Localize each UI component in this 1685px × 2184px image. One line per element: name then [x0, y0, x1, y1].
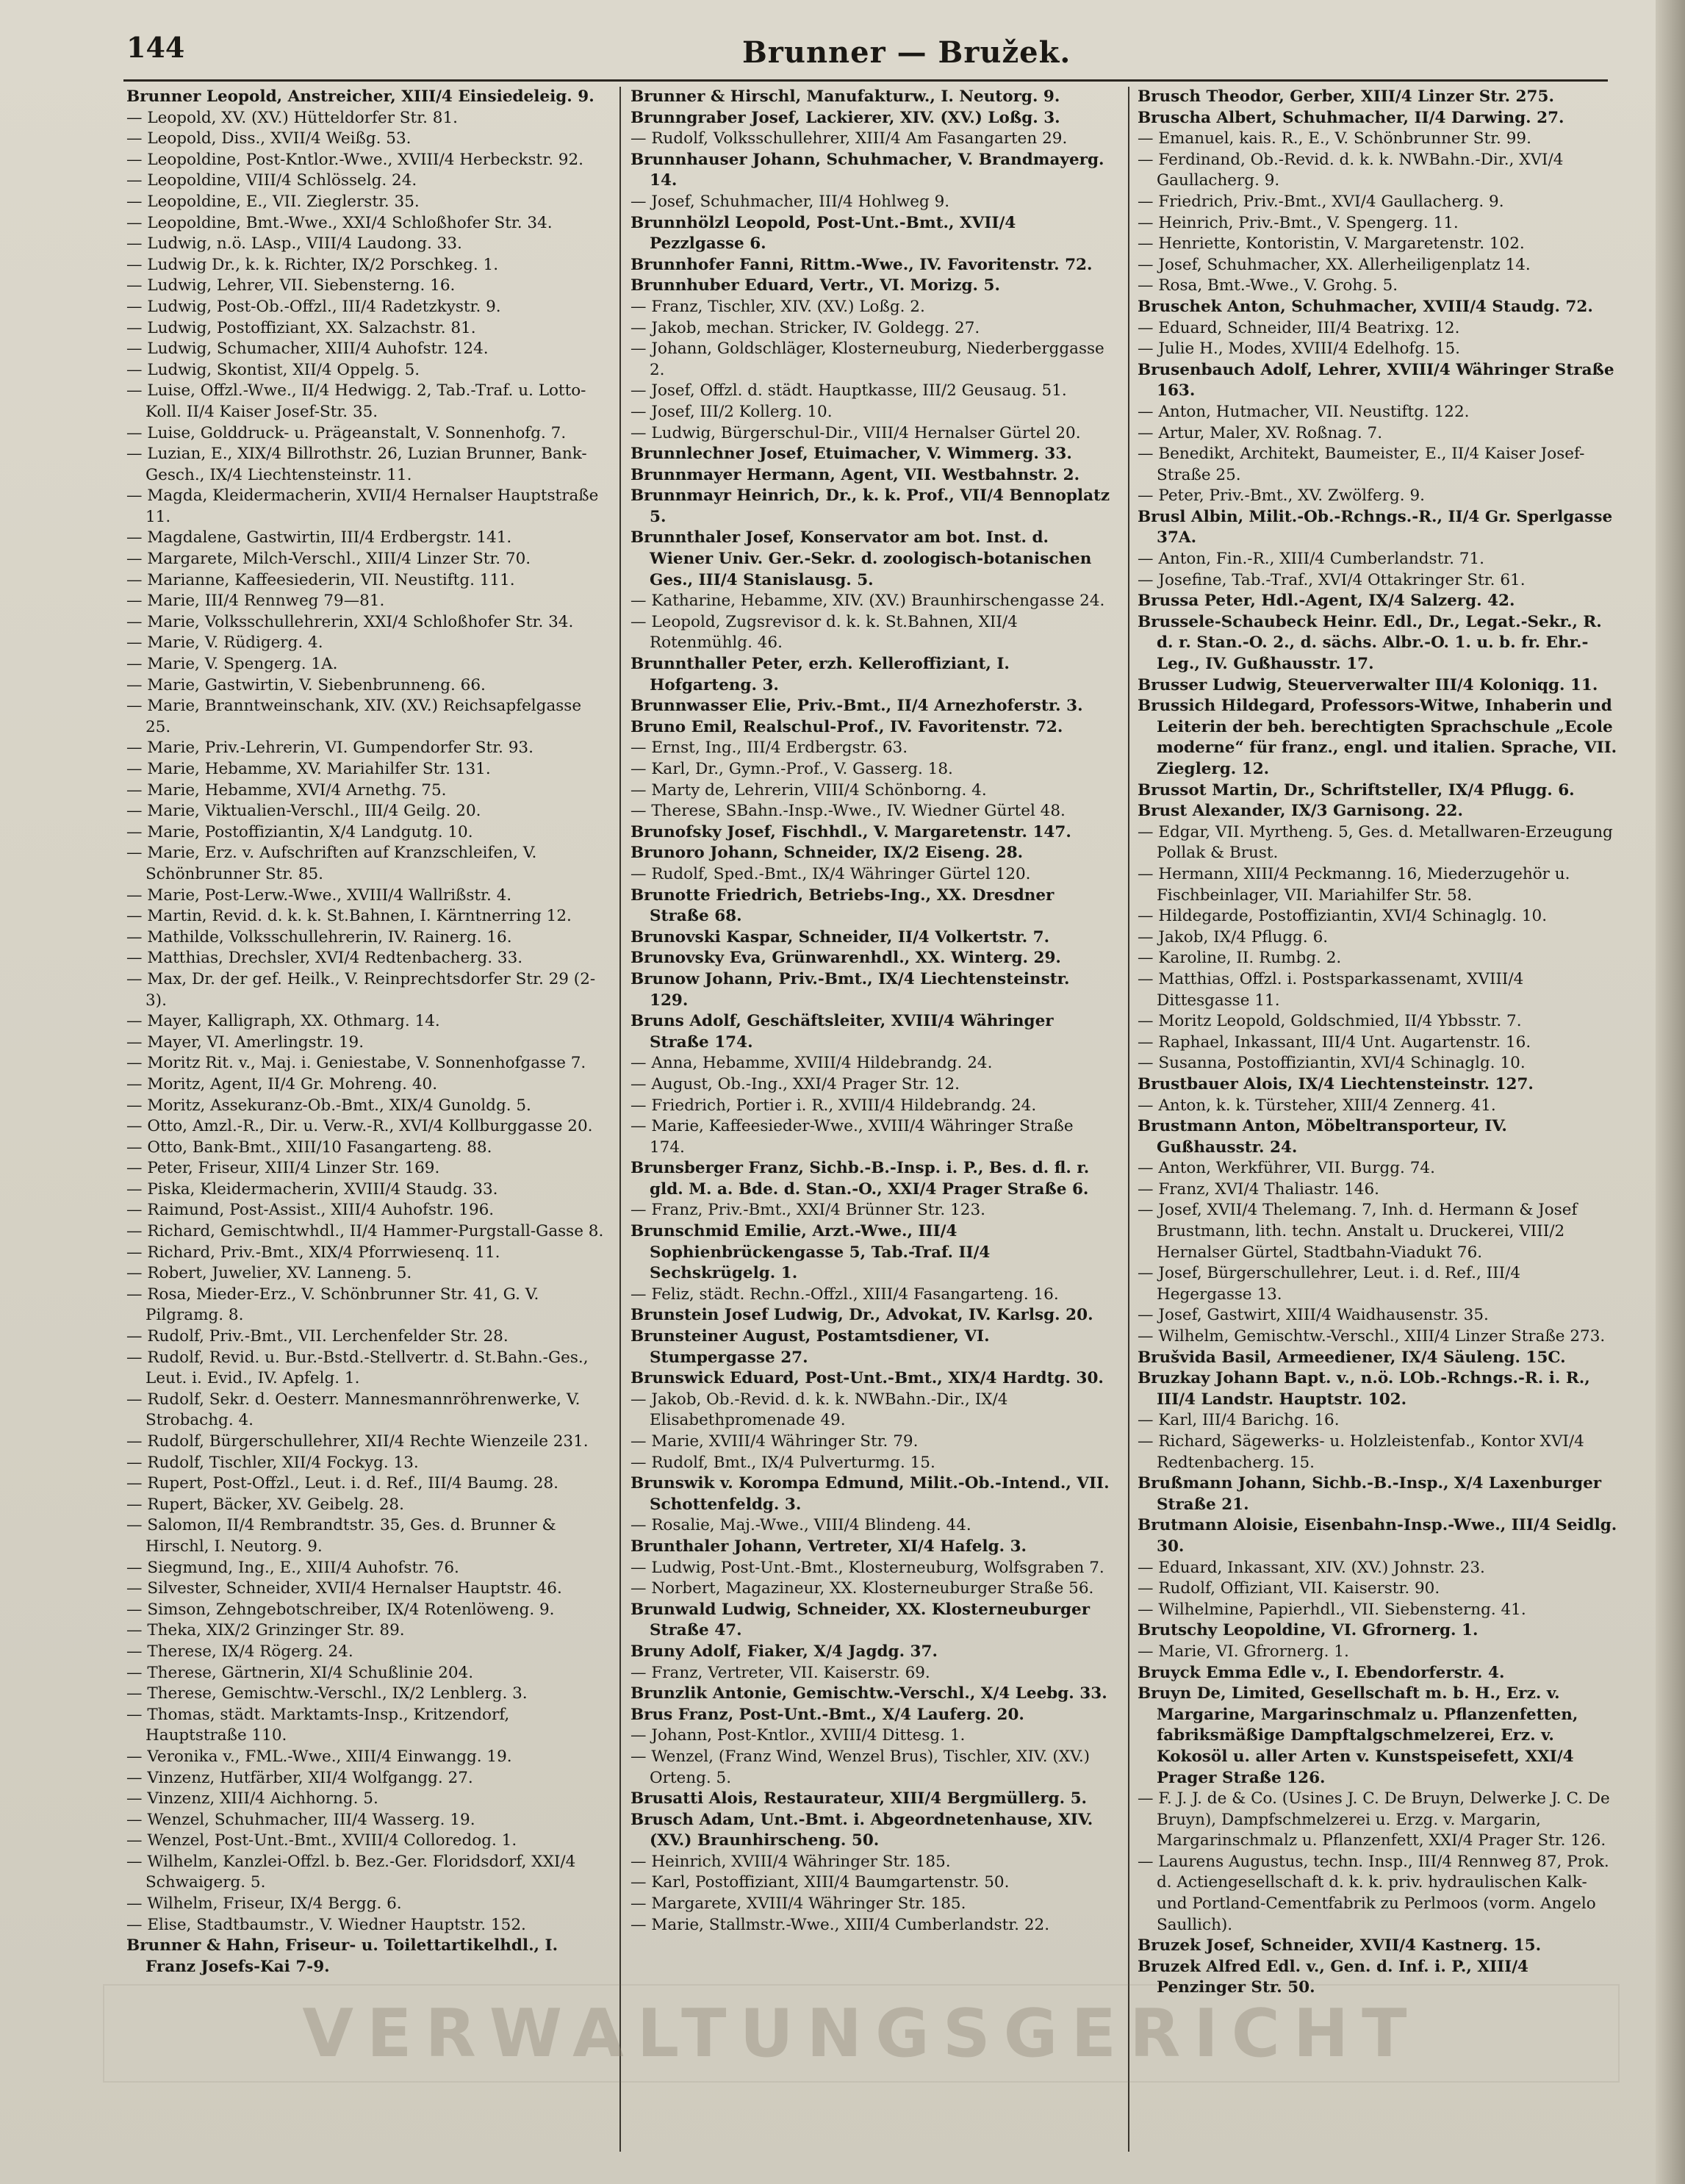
directory-entry: — Luise, Offzl.-Wwe., II/4 Hedwigg. 2, Tab.-Traf. u. Lotto-Koll. II/4 Kaiser Josef-Str. 35.: [126, 381, 586, 421]
directory-entry: Brunner & Hahn, Friseur- u. Toilettartikelhdl., I. Franz Josefs-Kai 7-9.: [126, 1936, 558, 1976]
directory-entry: — Mathilde, Volksschullehrerin, IV. Rainerg. 16.: [126, 927, 512, 946]
directory-entry: Bruns Adolf, Geschäftsleiter, XVIII/4 Währinger Straße 174.: [630, 1012, 1054, 1052]
directory-entry: — Rudolf, Bmt., IX/4 Pulverturmg. 15.: [630, 1453, 935, 1472]
directory-entry: Bruny Adolf, Fiaker, X/4 Jagdg. 37.: [630, 1642, 938, 1661]
directory-entry: Bruyn De, Limited, Gesellschaft m. b. H., Erz. v. Margarine, Margarinschmalz u. Pflanzenfetten, fabriksmäßige Dampftalgschmelzerei, Erz. v. Kokosöl u. aller Arten v. Kunstspeisefett, XXI/4 Prager Straße 126.: [1138, 1684, 1578, 1787]
directory-entry: — Edgar, VII. Myrtheng. 5, Ges. d. Metallwaren-Erzeugung Pollak & Brust.: [1138, 822, 1613, 863]
directory-entry: — Rudolf, Sped.-Bmt., IX/4 Währinger Gürtel 120.: [630, 864, 1031, 883]
directory-entry: — Anna, Hebamme, XVIII/4 Hildebrandg. 24.: [630, 1054, 993, 1073]
directory-entry: Bruzkay Johann Bapt. v., n.ö. LOb.-Rchngs.-R. i. R., III/4 Landstr. Hauptstr. 102.: [1138, 1369, 1590, 1409]
directory-entry: Brunnhuber Eduard, Vertr., VI. Morizg. 5.: [630, 276, 1000, 295]
directory-entry: — Josef, Bürgerschullehrer, Leut. i. d. Ref., III/4 Hegergasse 13.: [1138, 1264, 1521, 1304]
directory-entry: — Rosa, Mieder-Erz., V. Schönbrunner Str. 41, G. V. Pilgramg. 8.: [126, 1285, 539, 1325]
directory-entry: — Magda, Kleidermacherin, XVII/4 Hernalser Hauptstraße 11.: [126, 486, 599, 526]
directory-entry: — Otto, Bank-Bmt., XIII/10 Fasangarteng. 88.: [126, 1138, 492, 1157]
directory-entry: — Ludwig, Lehrer, VII. Siebensterng. 16.: [126, 276, 456, 295]
directory-entry: — Anton, k. k. Türsteher, XIII/4 Zennerg. 41.: [1138, 1096, 1496, 1115]
directory-entry: — Luise, Golddruck- u. Prägeanstalt, V. Sonnenhofg. 7.: [126, 423, 567, 442]
directory-entry: — Rudolf, Volksschullehrer, XIII/4 Am Fasangarten 29.: [630, 129, 1068, 148]
directory-entry: — Marie, VI. Gfrornerg. 1.: [1138, 1642, 1349, 1661]
directory-entry: Brutschy Leopoldine, VI. Gfrornerg. 1.: [1138, 1621, 1479, 1640]
directory-entry: — Heinrich, XVIII/4 Währinger Str. 185.: [630, 1852, 951, 1871]
directory-entry: — Marie, Priv.-Lehrerin, VI. Gumpendorfer Str. 93.: [126, 739, 533, 758]
directory-entry: Brunnthaler Josef, Konservator am bot. Inst. d. Wiener Univ. Ger.-Sekr. d. zoologisch-botanischen Ges., III/4 Stanislausg. 5.: [630, 528, 1092, 589]
directory-entry: — Rupert, Bäcker, XV. Geibelg. 28.: [126, 1495, 404, 1514]
directory-entry: Brunzlik Antonie, Gemischtw.-Verschl., X/4 Leebg. 33.: [630, 1684, 1107, 1703]
directory-entry: Brust Alexander, IX/3 Garnisong. 22.: [1138, 802, 1463, 821]
directory-entry: — Marie, Stallmstr.-Wwe., XIII/4 Cumberlandstr. 22.: [630, 1915, 1050, 1934]
directory-entry: — Rudolf, Sekr. d. Oesterr. Mannesmannröhrenwerke, V. Strobachg. 4.: [126, 1390, 581, 1430]
directory-entry: — Hildegarde, Postoffiziantin, XVI/4 Schinaglg. 10.: [1138, 907, 1548, 926]
directory-entry: — Marie, Volksschullehrerin, XXI/4 Schloßhofer Str. 34.: [126, 612, 574, 631]
directory-entry: — Emanuel, kais. R., E., V. Schönbrunner Str. 99.: [1138, 129, 1531, 148]
directory-entry: — Friedrich, Portier i. R., XVIII/4 Hildebrandg. 24.: [630, 1096, 1037, 1115]
directory-entry: Brusch Theodor, Gerber, XIII/4 Linzer Str. 275.: [1138, 87, 1554, 106]
directory-entry: — Veronika v., FML.-Wwe., XIII/4 Einwangg. 19.: [126, 1747, 512, 1766]
directory-entry: — Ernst, Ing., III/4 Erdbergstr. 63.: [630, 739, 908, 758]
directory-entry: Brunschmid Emilie, Arzt.-Wwe., III/4 Sophienbrückengasse 5, Tab.-Traf. II/4 Sechskrügelg. 1.: [630, 1222, 991, 1283]
page-number: 144: [126, 31, 185, 64]
directory-entry: — Mayer, Kalligraph, XX. Othmarg. 14.: [126, 1012, 440, 1031]
directory-entry: — Marie, Erz. v. Aufschriften auf Kranzschleifen, V. Schönbrunner Str. 85.: [126, 844, 537, 883]
directory-entry: — Rudolf, Revid. u. Bur.-Bstd.-Stellvertr. d. St.Bahn.-Ges., Leut. i. Evid., IV. Apfelg. 1.: [126, 1348, 589, 1388]
directory-entry: — Marie, III/4 Rennweg 79—81.: [126, 592, 385, 611]
directory-entry: — Wilhelm, Friseur, IX/4 Bergg. 6.: [126, 1894, 402, 1914]
library-stamp: VERWALTUNGSGERICHT: [103, 1984, 1620, 2083]
directory-entry: — Marie, Post-Lerw.-Wwe., XVIII/4 Wallrißstr. 4.: [126, 886, 512, 905]
directory-entry: — Vinzenz, Hutfärber, XII/4 Wolfgangg. 27.: [126, 1768, 473, 1787]
directory-entry: — Ludwig, n.ö. LAsp., VIII/4 Laudong. 33.: [126, 234, 462, 254]
directory-entry: — Friedrich, Priv.-Bmt., XVI/4 Gaullacherg. 9.: [1138, 192, 1504, 211]
directory-entry: — Mayer, VI. Amerlingstr. 19.: [126, 1032, 364, 1052]
directory-entry: — Salomon, II/4 Rembrandtstr. 35, Ges. d. Brunner & Hirschl, I. Neutorg. 9.: [126, 1516, 556, 1556]
column-separator: [1128, 87, 1129, 2152]
directory-entry: — Josefine, Tab.-Traf., XVI/4 Ottakringer Str. 61.: [1138, 570, 1526, 589]
directory-entry: — Ludwig, Post-Unt.-Bmt., Klosterneuburg, Wolfsgraben 7.: [630, 1558, 1104, 1577]
directory-entry: — Richard, Gemischtwhdl., II/4 Hammer-Purgstall-Gasse 8.: [126, 1222, 604, 1241]
directory-entry: — Anton, Werkführer, VII. Burgg. 74.: [1138, 1159, 1435, 1178]
directory-entry: — Matthias, Offzl. i. Postsparkassenamt, XVIII/4 Dittesgasse 11.: [1138, 969, 1524, 1010]
directory-entry: — Wenzel, Post-Unt.-Bmt., XVIII/4 Colloredog. 1.: [126, 1831, 517, 1850]
directory-entry: — Ludwig Dr., k. k. Richter, IX/2 Porschkeg. 1.: [126, 255, 499, 274]
directory-entry: — Marty de, Lehrerin, VIII/4 Schönborng. 4.: [630, 780, 987, 800]
directory-entry: Brunnhofer Fanni, Rittm.-Wwe., IV. Favoritenstr. 72.: [630, 255, 1093, 274]
directory-entry: — Julie H., Modes, XVIII/4 Edelhofg. 15.: [1138, 340, 1461, 359]
directory-entry: Brussich Hildegard, Professors-Witwe, Inhaberin und Leiterin der beh. berechtigten Sprachschule „Ecole moderne“ für franz., engl. und italien. Sprache, VII. Zieglerg. 12.: [1138, 697, 1617, 778]
directory-entry: — Rudolf, Priv.-Bmt., VII. Lerchenfelder Str. 28.: [126, 1327, 509, 1346]
directory-entry: — Josef, Schuhmacher, III/4 Hohlweg 9.: [630, 192, 950, 211]
directory-entry: — Margarete, Milch-Verschl., XIII/4 Linzer Str. 70.: [126, 550, 531, 569]
directory-entry: — Marie, Kaffeesieder-Wwe., XVIII/4 Währinger Straße 174.: [630, 1117, 1074, 1157]
directory-entry: Brunswick Eduard, Post-Unt.-Bmt., XIX/4 Hardtg. 30.: [630, 1369, 1104, 1388]
directory-entry: — Therese, Gärtnerin, XI/4 Schußlinie 204.: [126, 1663, 474, 1682]
directory-entry: — Raphael, Inkassant, III/4 Unt. Augartenstr. 16.: [1138, 1032, 1531, 1052]
column-1: [126, 87, 608, 2152]
directory-entry: — Hermann, XIII/4 Peckmanng. 16, Miederzugehör u. Fischbeinlager, VII. Mariahilfer Str. 58.: [1138, 864, 1570, 905]
directory-entry: — Karl, Dr., Gymn.-Prof., V. Gasserg. 18.: [630, 760, 953, 778]
directory-entry: — Marie, Postoffiziantin, X/4 Landgutg. 10.: [126, 822, 473, 841]
directory-entry: Brusser Ludwig, Steuerverwalter III/4 Koloniqg. 11.: [1138, 675, 1598, 694]
directory-entry: — Norbert, Magazineur, XX. Klosterneuburger Straße 56.: [630, 1579, 1094, 1598]
directory-entry: — Peter, Priv.-Bmt., XV. Zwölferg. 9.: [1138, 486, 1425, 506]
directory-entry: — Marie, V. Spengerg. 1A.: [126, 655, 338, 674]
directory-entry: — Leopold, Zugsrevisor d. k. k. St.Bahnen, XII/4 Rotenmühlg. 46.: [630, 612, 1018, 653]
directory-entry: — August, Ob.-Ing., XXI/4 Prager Str. 12.: [630, 1074, 960, 1093]
directory-entry: — Jakob, Ob.-Revid. d. k. k. NWBahn.-Dir., IX/4 Elisabethpromenade 49.: [630, 1390, 1008, 1430]
directory-entry: Brunner & Hirschl, Manufakturw., I. Neutorg. 9.: [630, 87, 1060, 106]
directory-entry: — Jakob, IX/4 Pflugg. 6.: [1138, 927, 1329, 946]
directory-entry: — Richard, Sägewerks- u. Holzleistenfab., Kontor XVI/4 Redtenbacherg. 15.: [1138, 1432, 1584, 1472]
directory-entry: Brunsberger Franz, Sichb.-B.-Insp. i. P., Bes. d. fl. r. gld. M. a. Bde. d. Stan.-O., XXI/4 Prager Straße 6.: [630, 1159, 1090, 1199]
directory-entry: — Karl, Postoffiziant, XIII/4 Baumgartenstr. 50.: [630, 1873, 1010, 1892]
directory-entry: — Therese, SBahn.-Insp.-Wwe., IV. Wiedner Gürtel 48.: [630, 802, 1066, 821]
header-rule: [123, 79, 1608, 82]
directory-entry: — Elise, Stadtbaumstr., V. Wiedner Hauptstr. 152.: [126, 1915, 526, 1934]
directory-entry: — Therese, Gemischtw.-Verschl., IX/2 Lenblerg. 3.: [126, 1684, 528, 1703]
directory-entry: — Johann, Goldschläger, Klosterneuburg, Niederberggasse 2.: [630, 340, 1104, 379]
directory-entry: Brunwald Ludwig, Schneider, XX. Klosterneuburger Straße 47.: [630, 1600, 1091, 1640]
directory-entry: Brunnlechner Josef, Etuimacher, V. Wimmerg. 33.: [630, 445, 1072, 464]
directory-entry: Brunnmayr Heinrich, Dr., k. k. Prof., VII/4 Bennoplatz 5.: [630, 486, 1110, 526]
directory-entry: — Wilhelm, Kanzlei-Offzl. b. Bez.-Ger. Floridsdorf, XXI/4 Schwaigerg. 5.: [126, 1852, 576, 1892]
directory-entry: — Susanna, Postoffiziantin, XVI/4 Schinaglg. 10.: [1138, 1054, 1526, 1073]
directory-entry: — Karoline, II. Rumbg. 2.: [1138, 949, 1342, 968]
column-separator: [619, 87, 621, 2152]
directory-entry: — Josef, Gastwirt, XIII/4 Waidhausenstr. 35.: [1138, 1306, 1489, 1325]
directory-entry: — Rosa, Bmt.-Wwe., V. Grohg. 5.: [1138, 276, 1398, 295]
page-edge: [1656, 0, 1685, 2184]
directory-entry: — Benedikt, Architekt, Baumeister, E., II/4 Kaiser Josef-Straße 25.: [1138, 445, 1585, 484]
directory-entry: — Marianne, Kaffeesiederin, VII. Neustiftg. 111.: [126, 570, 515, 589]
directory-entry: — Moritz Rit. v., Maj. i. Geniestabe, V. Sonnenhofgasse 7.: [126, 1054, 586, 1073]
column-2: [630, 87, 1112, 2152]
directory-entry: — Johann, Post-Kntlor., XVIII/4 Dittesg. 1.: [630, 1726, 966, 1745]
directory-entry: — Rosalie, Maj.-Wwe., VIII/4 Blindeng. 44.: [630, 1516, 971, 1535]
directory-entry: — Moritz, Agent, II/4 Gr. Mohreng. 40.: [126, 1074, 438, 1093]
directory-entry: Brussele-Schaubeck Heinr. Edl., Dr., Legat.-Sekr., R. d. r. Stan.-O. 2., d. sächs. Albr.-O. 1. u. b. fr. Ehr.-Leg., IV. Gußhausstr. 17.: [1138, 612, 1602, 674]
directory-entry: — Magdalene, Gastwirtin, III/4 Erdbergstr. 141.: [126, 528, 512, 547]
directory-entry: Brustmann Anton, Möbeltransporteur, IV. Gußhausstr. 24.: [1138, 1117, 1507, 1157]
directory-entry: — Marie, V. Rüdigerg. 4.: [126, 633, 323, 653]
directory-entry: Bruzek Josef, Schneider, XVII/4 Kastnerg. 15.: [1138, 1936, 1542, 1955]
directory-entry: — Leopoldine, VIII/4 Schlösselg. 24.: [126, 171, 417, 190]
directory-entry: Brunovsky Eva, Grünwarenhdl., XX. Winterg. 29.: [630, 949, 1061, 968]
directory-entry: — Moritz, Assekuranz-Ob.-Bmt., XIX/4 Gunoldg. 5.: [126, 1096, 531, 1115]
directory-entry: Brunofsky Josef, Fischhdl., V. Margaretenstr. 147.: [630, 822, 1071, 841]
directory-entry: — Anton, Fin.-R., XIII/4 Cumberlandstr. 71.: [1138, 550, 1484, 569]
directory-entry: — Vinzenz, XIII/4 Aichhorng. 5.: [126, 1789, 378, 1808]
directory-entry: — Josef, XVII/4 Thelemang. 7, Inh. d. Hermann & Josef Brustmann, lith. techn. Anstalt u. Druckerei, VIII/2 Hernalser Gürtel, Stadtbahn-Viadukt 76.: [1138, 1201, 1578, 1262]
directory-entry: Brunow Johann, Priv.-Bmt., IX/4 Liechtensteinstr. 129.: [630, 969, 1070, 1010]
directory-entry: Bruzek Alfred Edl. v., Gen. d. Inf. i. P., XIII/4 Penzinger Str. 50.: [1138, 1957, 1529, 1997]
directory-entry: Bruyck Emma Edle v., I. Ebendorferstr. 4.: [1138, 1663, 1505, 1682]
directory-entry: — Jakob, mechan. Stricker, IV. Goldegg. 27.: [630, 318, 980, 337]
directory-entry: Brusatti Alois, Restaurateur, XIII/4 Bergmüllerg. 5.: [630, 1789, 1088, 1808]
directory-entry: — Henriette, Kontoristin, V. Margaretenstr. 102.: [1138, 234, 1525, 254]
directory-entry: — Siegmund, Ing., E., XIII/4 Auhofstr. 76.: [126, 1558, 459, 1577]
directory-entry: — Eduard, Schneider, III/4 Beatrixg. 12.: [1138, 318, 1460, 337]
directory-entry: — Theka, XIX/2 Grinzinger Str. 89.: [126, 1621, 405, 1640]
directory-entry: — Matthias, Drechsler, XVI/4 Redtenbacherg. 33.: [126, 949, 523, 968]
directory-entry: — Ludwig, Schumacher, XIII/4 Auhofstr. 124.: [126, 340, 489, 359]
directory-entry: — Josef, III/2 Kollerg. 10.: [630, 402, 833, 421]
page-header: Brunner — Bružek.: [742, 35, 1071, 70]
directory-entry: — Martin, Revid. d. k. k. St.Bahnen, I. Kärntnerring 12.: [126, 907, 572, 926]
directory-entry: — Rupert, Post-Offzl., Leut. i. d. Ref., III/4 Baumg. 28.: [126, 1474, 558, 1493]
directory-entry: — Robert, Juwelier, XV. Lanneng. 5.: [126, 1264, 412, 1283]
directory-entry: — Silvester, Schneider, XVII/4 Hernalser Hauptstr. 46.: [126, 1579, 562, 1598]
directory-entry: Bruno Emil, Realschul-Prof., IV. Favoritenstr. 72.: [630, 717, 1063, 736]
directory-entry: — Feliz, städt. Rechn.-Offzl., XIII/4 Fasangarteng. 16.: [630, 1285, 1059, 1304]
directory-entry: Bruschek Anton, Schuhmacher, XVIII/4 Staudg. 72.: [1138, 297, 1593, 316]
directory-entry: — Wenzel, (Franz Wind, Wenzel Brus), Tischler, XIV. (XV.) Orteng. 5.: [630, 1747, 1091, 1787]
directory-entry: — Karl, III/4 Barichg. 16.: [1138, 1411, 1340, 1430]
directory-entry: Bruscha Albert, Schuhmacher, II/4 Darwing. 27.: [1138, 108, 1564, 127]
directory-entry: Brunsteiner August, Postamtsdiener, VI. Stumpergasse 27.: [630, 1327, 990, 1367]
directory-entry: Brussot Martin, Dr., Schriftsteller, IX/4 Pflugg. 6.: [1138, 780, 1575, 800]
directory-entry: Brustbauer Alois, IX/4 Liechtensteinstr. 127.: [1138, 1074, 1534, 1093]
directory-entry: Brunnhölzl Leopold, Post-Unt.-Bmt., XVII/4 Pezzlgasse 6.: [630, 213, 1016, 254]
directory-entry: Brunoro Johann, Schneider, IX/2 Eiseng. 28.: [630, 844, 1024, 863]
directory-entry: — Leopoldine, Post-Kntlor.-Wwe., XVIII/4 Herbeckstr. 92.: [126, 150, 583, 169]
directory-entry: — Ferdinand, Ob.-Revid. d. k. k. NWBahn.-Dir., XVI/4 Gaullacherg. 9.: [1138, 150, 1564, 190]
directory-entry: — Marie, Viktualien-Verschl., III/4 Geilg. 20.: [126, 802, 481, 821]
directory-entry: — Anton, Hutmacher, VII. Neustiftg. 122.: [1138, 402, 1470, 421]
directory-entry: — Leopoldine, E., VII. Zieglerstr. 35.: [126, 192, 420, 211]
directory-entry: — Luzian, E., XIX/4 Billrothstr. 26, Luzian Brunner, Bank-Gesch., IX/4 Liechtensteinstr. 11.: [126, 445, 587, 484]
directory-entry: Brunnthaller Peter, erzh. Kelleroffiziant, I. Hofgarteng. 3.: [630, 655, 1010, 694]
directory-entry: Brunngraber Josef, Lackierer, XIV. (XV.) Loßg. 3.: [630, 108, 1060, 127]
directory-entry: — Marie, Gastwirtin, V. Siebenbrunneng. 66.: [126, 675, 486, 694]
directory-entry: Brusenbauch Adolf, Lehrer, XVIII/4 Währinger Straße 163.: [1138, 360, 1614, 400]
directory-entry: — Leopold, Diss., XVII/4 Weißg. 53.: [126, 129, 412, 148]
directory-entry: Brußmann Johann, Sichb.-B.-Insp., X/4 Laxenburger Straße 21.: [1138, 1474, 1602, 1514]
directory-entry: Brus Franz, Post-Unt.-Bmt., X/4 Lauferg. 20.: [630, 1705, 1024, 1724]
column-3: [1138, 87, 1619, 2152]
directory-entry: — Therese, IX/4 Rögerg. 24.: [126, 1642, 353, 1661]
directory-entry: — Franz, Tischler, XIV. (XV.) Loßg. 2.: [630, 297, 925, 316]
directory-entry: — Rudolf, Bürgerschullehrer, XII/4 Rechte Wienzeile 231.: [126, 1432, 589, 1451]
directory-entry: Brusch Adam, Unt.-Bmt. i. Abgeordnetenhause, XIV. (XV.) Braunhirscheng. 50.: [630, 1810, 1093, 1850]
directory-entry: — Artur, Maler, XV. Roßnag. 7.: [1138, 423, 1383, 442]
directory-entry: — Josef, Schuhmacher, XX. Allerheiligenplatz 14.: [1138, 255, 1531, 274]
directory-entry: — Otto, Amzl.-R., Dir. u. Verw.-R., XVI/4 Kollburggasse 20.: [126, 1117, 593, 1136]
directory-entry: Brušvida Basil, Armeediener, IX/4 Säuleng. 15C.: [1138, 1348, 1566, 1367]
directory-entry: — Max, Dr. der gef. Heilk., V. Reinprechtsdorfer Str. 29 (2-3).: [126, 969, 596, 1010]
directory-entry: Brunstein Josef Ludwig, Dr., Advokat, IV. Karlsg. 20.: [630, 1306, 1093, 1325]
directory-entry: — Eduard, Inkassant, XIV. (XV.) Johnstr. 23.: [1138, 1558, 1485, 1577]
directory-entry: — F. J. J. de & Co. (Usines J. C. De Bruyn, Delwerke J. C. De Bruyn), Dampfschmelzerei u. Erzg. v. Margarin, Margarinschmalz u. Pflanzenfett, XXI/4 Prager Str. 126.: [1138, 1789, 1610, 1850]
directory-entry: — Wenzel, Schuhmacher, III/4 Wasserg. 19.: [126, 1810, 475, 1829]
directory-entry: — Katharine, Hebamme, XIV. (XV.) Braunhirschengasse 24.: [630, 592, 1105, 611]
directory-entry: Brussa Peter, Hdl.-Agent, IX/4 Salzerg. 42.: [1138, 592, 1515, 611]
directory-entry: — Ludwig, Bürgerschul-Dir., VIII/4 Hernalser Gürtel 20.: [630, 423, 1081, 442]
directory-entry: — Leopold, XV. (XV.) Hütteldorfer Str. 81.: [126, 108, 458, 127]
directory-entry: Brusl Albin, Milit.-Ob.-Rchngs.-R., II/4 Gr. Sperlgasse 37A.: [1138, 507, 1613, 547]
directory-entry: — Richard, Priv.-Bmt., XIX/4 Pforrwiesenq. 11.: [126, 1243, 500, 1262]
directory-entry: — Ludwig, Postoffiziant, XX. Salzachstr. 81.: [126, 318, 476, 337]
directory-entry: — Franz, Vertreter, VII. Kaiserstr. 69.: [630, 1663, 930, 1682]
directory-entry: — Leopoldine, Bmt.-Wwe., XXI/4 Schloßhofer Str. 34.: [126, 213, 553, 232]
directory-entry: — Thomas, städt. Marktamts-Insp., Kritzendorf, Hauptstraße 110.: [126, 1705, 510, 1745]
directory-entry: — Franz, Priv.-Bmt., XXI/4 Brünner Str. 123.: [630, 1201, 985, 1220]
directory-entry: — Marie, XVIII/4 Währinger Str. 79.: [630, 1432, 919, 1451]
directory-entry: — Josef, Offzl. d. städt. Hauptkasse, III/2 Geusaug. 51.: [630, 381, 1067, 400]
directory-entry: — Margarete, XVIII/4 Währinger Str. 185.: [630, 1894, 966, 1914]
directory-entry: — Laurens Augustus, techn. Insp., III/4 Rennweg 87, Prok. d. Actiengesellschaft d. k. k. priv. hydraulischen Kalk- und Portland-Cementfabrik zu Perlmoos (vorm. Angelo Saullich).: [1138, 1852, 1609, 1934]
directory-entry: — Heinrich, Priv.-Bmt., V. Spengerg. 11.: [1138, 213, 1459, 232]
directory-entry: — Marie, Branntweinschank, XIV. (XV.) Reichsapfelgasse 25.: [126, 697, 582, 736]
directory-entry: Brunnhauser Johann, Schuhmacher, V. Brandmayerg. 14.: [630, 150, 1104, 190]
directory-entry: Brunnwasser Elie, Priv.-Bmt., II/4 Arnezhoferstr. 3.: [630, 697, 1083, 716]
directory-entry: — Marie, Hebamme, XV. Mariahilfer Str. 131.: [126, 760, 491, 778]
directory-entry: Brunswik v. Korompa Edmund, Milit.-Ob.-Intend., VII. Schottenfeldg. 3.: [630, 1474, 1110, 1514]
directory-entry: — Marie, Hebamme, XVI/4 Arnethg. 75.: [126, 780, 447, 800]
directory-entry: — Rudolf, Offiziant, VII. Kaiserstr. 90.: [1138, 1579, 1440, 1598]
directory-entry: — Simson, Zehngebotschreiber, IX/4 Rotenlöweng. 9.: [126, 1600, 555, 1619]
directory-entry: Brunner Leopold, Anstreicher, XIII/4 Einsiedeleig. 9.: [126, 87, 594, 106]
directory-entry: — Peter, Friseur, XIII/4 Linzer Str. 169.: [126, 1159, 440, 1178]
directory-entry: Brunthaler Johann, Vertreter, XI/4 Hafelg. 3.: [630, 1537, 1027, 1556]
directory-entry: — Wilhelmine, Papierhdl., VII. Siebensterng. 41.: [1138, 1600, 1526, 1619]
directory-entry: Brunnmayer Hermann, Agent, VII. Westbahnstr. 2.: [630, 465, 1080, 484]
directory-entry: — Ludwig, Skontist, XII/4 Oppelg. 5.: [126, 360, 420, 379]
directory-entry: — Wilhelm, Gemischtw.-Verschl., XIII/4 Linzer Straße 273.: [1138, 1327, 1606, 1346]
directory-entry: — Raimund, Post-Assist., XIII/4 Auhofstr. 196.: [126, 1201, 495, 1220]
directory-entry: Brunovski Kaspar, Schneider, II/4 Volkertstr. 7.: [630, 927, 1050, 946]
directory-entry: Brunotte Friedrich, Betriebs-Ing., XX. Dresdner Straße 68.: [630, 886, 1055, 926]
directory-entry: Brutmann Aloisie, Eisenbahn-Insp.-Wwe., III/4 Seidlg. 30.: [1138, 1516, 1617, 1556]
directory-entry: — Piska, Kleidermacherin, XVIII/4 Staudg. 33.: [126, 1179, 498, 1199]
directory-entry: — Moritz Leopold, Goldschmied, II/4 Ybbsstr. 7.: [1138, 1012, 1522, 1031]
directory-entry: — Rudolf, Tischler, XII/4 Fockyg. 13.: [126, 1453, 419, 1472]
directory-entry: — Franz, XVI/4 Thaliastr. 146.: [1138, 1179, 1379, 1199]
directory-entry: — Ludwig, Post-Ob.-Offzl., III/4 Radetzkystr. 9.: [126, 297, 501, 316]
